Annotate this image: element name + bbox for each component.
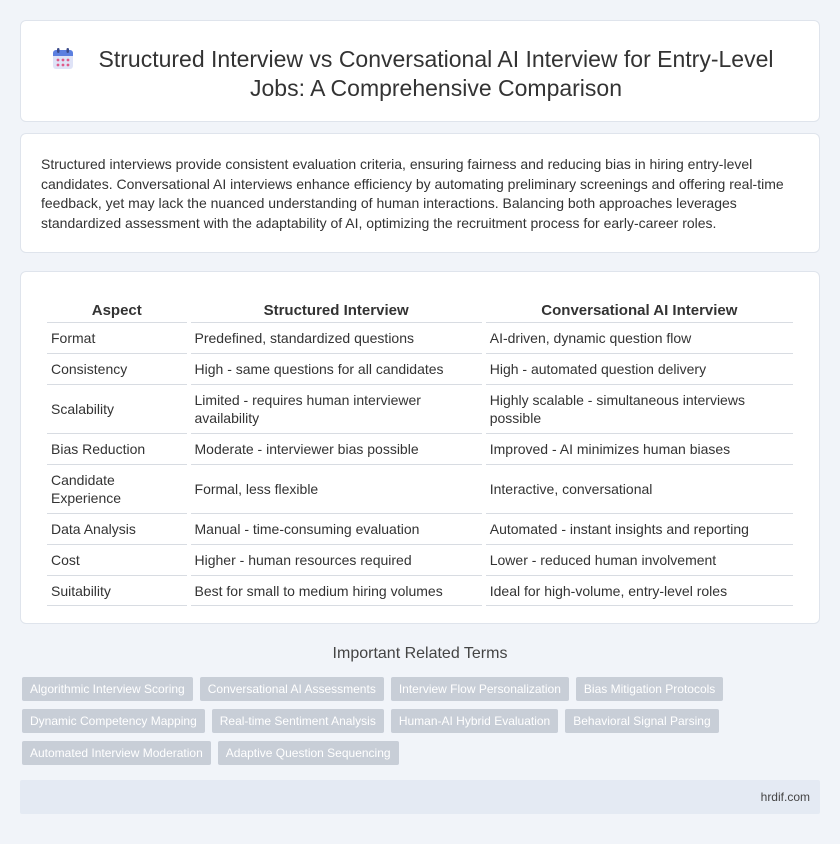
table-row bbox=[47, 353, 793, 384]
related-term-tag[interactable]: Behavioral Signal Parsing bbox=[565, 709, 718, 733]
row-conversational-ai: Highly scalable - simultaneous interviews possible bbox=[486, 384, 793, 433]
row-aspect: Cost bbox=[47, 544, 187, 575]
row-conversational-ai: Interactive, conversational bbox=[486, 464, 793, 513]
comparison-table bbox=[43, 296, 797, 606]
related-term-tag[interactable]: Automated Interview Moderation bbox=[22, 741, 211, 765]
related-term-tag[interactable]: Interview Flow Personalization bbox=[391, 677, 569, 701]
row-aspect: Candidate Experience bbox=[47, 464, 187, 513]
table-header-row bbox=[47, 296, 793, 322]
related-term-tag[interactable]: Conversational AI Assessments bbox=[200, 677, 384, 701]
row-structured: High - same questions for all candidates bbox=[191, 353, 482, 384]
table-row bbox=[47, 544, 793, 575]
row-aspect: Consistency bbox=[47, 353, 187, 384]
related-term-tag[interactable]: Dynamic Competency Mapping bbox=[22, 709, 205, 733]
header-aspect: Aspect bbox=[91, 302, 142, 319]
row-aspect: Suitability bbox=[47, 575, 187, 606]
comparison-card bbox=[20, 271, 820, 624]
related-term-tag[interactable]: Adaptive Question Sequencing bbox=[218, 741, 399, 765]
row-structured: Higher - human resources required bbox=[191, 544, 482, 575]
row-conversational-ai: High - automated question delivery bbox=[486, 353, 793, 384]
page-title: Structured Interview vs Conversational AI Interview for Entry-Level Jobs: A Comprehensive Comparison bbox=[98, 46, 774, 101]
summary-card bbox=[20, 133, 820, 253]
table-row bbox=[47, 575, 793, 606]
table-row bbox=[47, 384, 793, 433]
row-conversational-ai: Lower - reduced human involvement bbox=[486, 544, 793, 575]
row-aspect: Scalability bbox=[47, 384, 187, 433]
row-structured: Best for small to medium hiring volumes bbox=[191, 575, 482, 606]
row-conversational-ai: Ideal for high-volume, entry-level roles bbox=[486, 575, 793, 606]
row-conversational-ai: Improved - AI minimizes human biases bbox=[486, 433, 793, 464]
header-structured-interview: Structured Interview bbox=[263, 302, 409, 319]
row-aspect: Data Analysis bbox=[47, 513, 187, 544]
header-conversational-ai-interview: Conversational AI Interview bbox=[541, 302, 738, 319]
row-structured: Limited - requires human interviewer availability bbox=[191, 384, 482, 433]
row-structured: Manual - time-consuming evaluation bbox=[191, 513, 482, 544]
row-structured: Moderate - interviewer bias possible bbox=[191, 433, 482, 464]
table-row bbox=[47, 464, 793, 513]
footer-site-link[interactable]: hrdif.com bbox=[760, 790, 810, 804]
table-row bbox=[47, 433, 793, 464]
title-card bbox=[20, 20, 820, 122]
row-structured: Formal, less flexible bbox=[191, 464, 482, 513]
related-term-tag[interactable]: Bias Mitigation Protocols bbox=[576, 677, 723, 701]
row-conversational-ai: Automated - instant insights and reporting bbox=[486, 513, 793, 544]
row-aspect: Bias Reduction bbox=[47, 433, 187, 464]
row-structured: Predefined, standardized questions bbox=[191, 322, 482, 353]
related-term-tag[interactable]: Algorithmic Interview Scoring bbox=[22, 677, 193, 701]
summary-paragraph: Structured interviews provide consistent evaluation criteria, ensuring fairness and reducing bias in hiring entry-level candidates. Conversational AI interviews enhance efficiency by automating preliminary screenings and offering real-time feedback, yet may lack the nuanced understanding of human interactions. Balancing both approaches leverages standardized assessment with the adaptability of AI, optimizing the recruitment process for early-career roles. bbox=[41, 156, 784, 231]
related-term-tag[interactable]: Real-time Sentiment Analysis bbox=[212, 709, 384, 733]
related-terms-title: Important Related Terms bbox=[332, 645, 508, 662]
table-row bbox=[47, 322, 793, 353]
related-term-tag[interactable]: Human-AI Hybrid Evaluation bbox=[391, 709, 558, 733]
row-conversational-ai: AI-driven, dynamic question flow bbox=[486, 322, 793, 353]
row-aspect: Format bbox=[47, 322, 187, 353]
footer-bar bbox=[20, 780, 820, 814]
related-terms-list bbox=[22, 677, 822, 765]
table-row bbox=[47, 513, 793, 544]
